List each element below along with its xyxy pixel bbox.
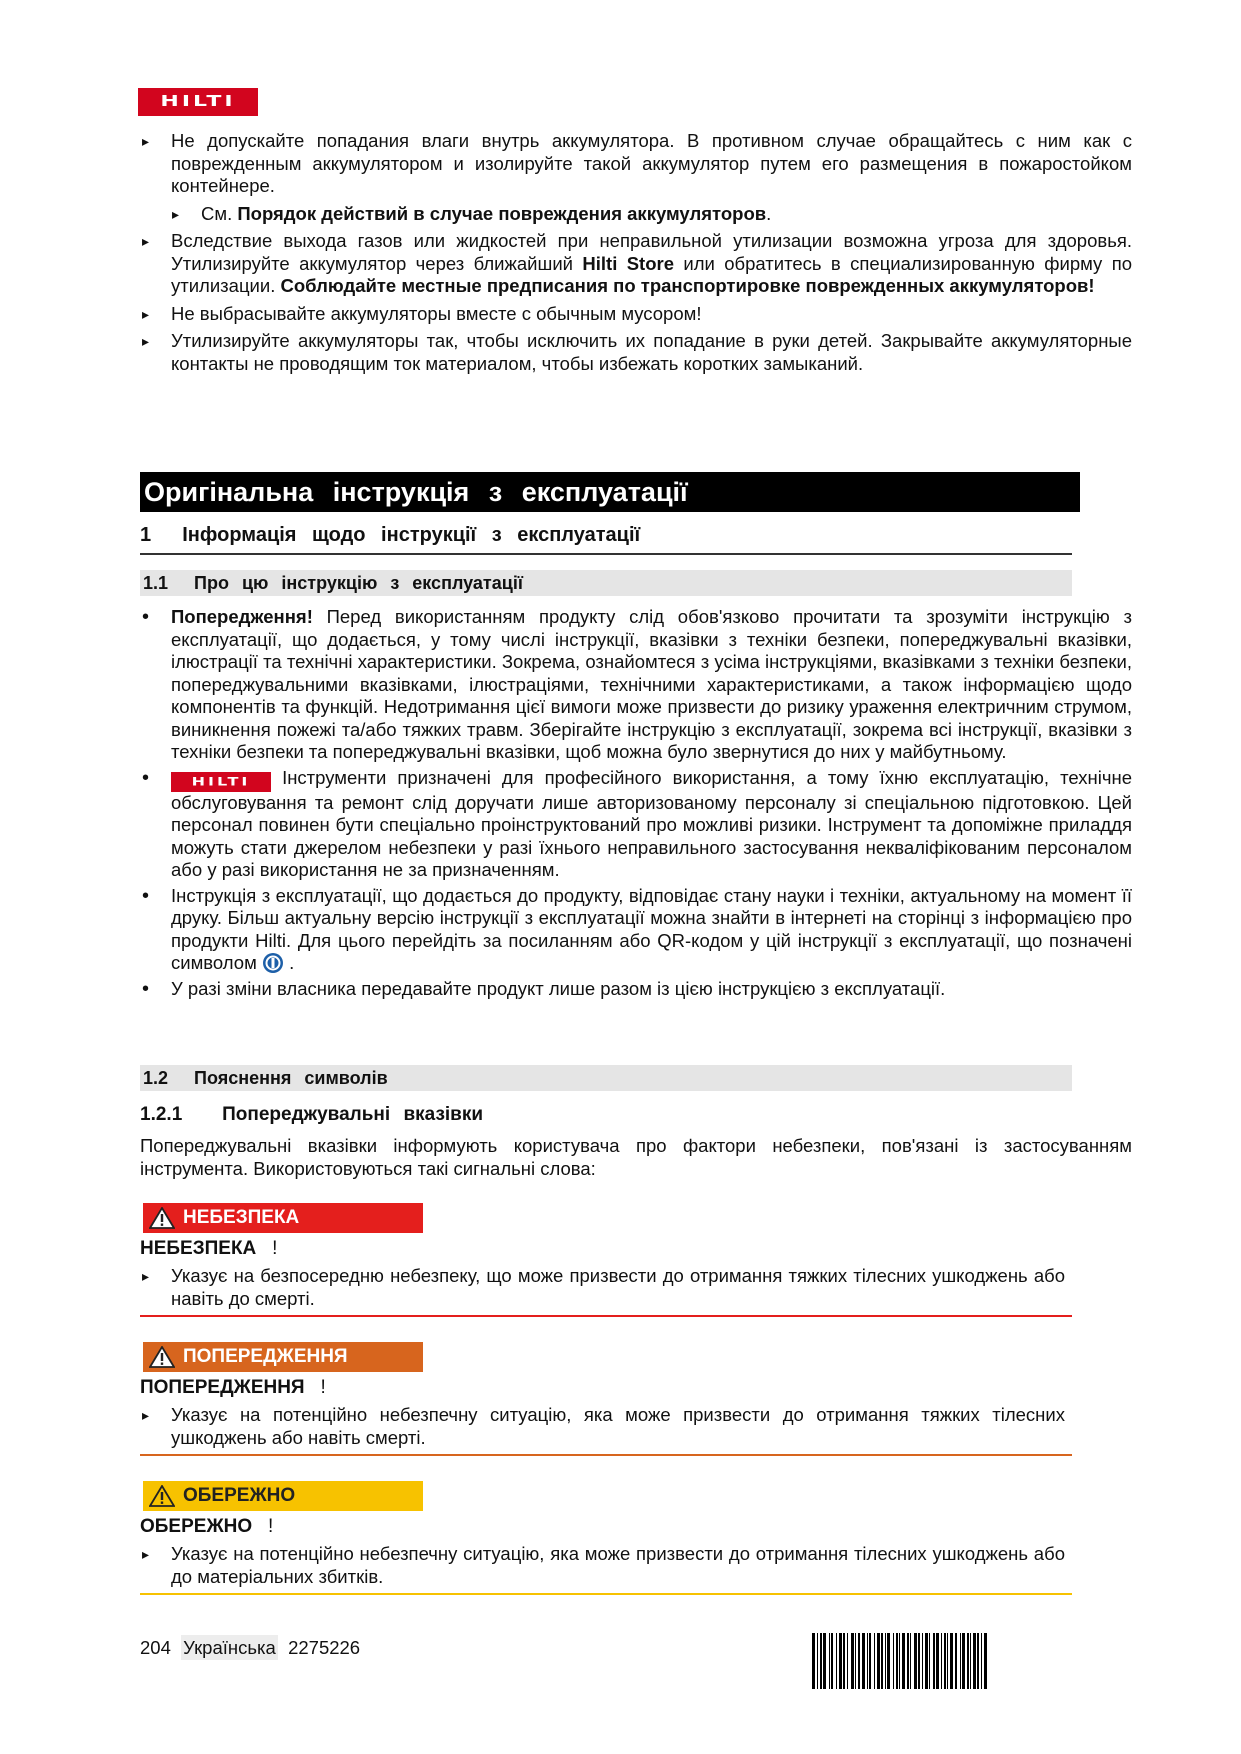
warning-divider xyxy=(140,1454,1072,1456)
caution-divider xyxy=(140,1593,1072,1595)
warning-signal-label: ПОПЕРЕДЖЕННЯ xyxy=(143,1342,423,1372)
hilti-logo-inline: HILTI xyxy=(171,772,271,792)
caution-description xyxy=(140,1543,1065,1593)
section-1-2-title: 1.2 Пояснення символів xyxy=(140,1065,1072,1091)
footer-language: Українська xyxy=(183,1637,276,1658)
list-item: • HILTI Інструменти призначені для професійного використання, а тому їхню експлуатацію, технічне обслуговування та ремонт слід доручати лише авторизованому персоналу зі спеціальною підготовкою. Цей персонал повинен бути спеціально проінструктований про можливі ризики. Інструмент та допоміжне приладдя можуть стати джерелом небезпеки у разі їхнього неправильного застосування некваліфікованим персоналом або у разі використання не за призначенням. xyxy=(140,767,1132,882)
section-1-1-title: 1.1 Про цю інструкцію з експлуатації xyxy=(140,570,1072,596)
danger-signal-label: НЕБЕЗПЕКА xyxy=(143,1203,423,1233)
caution-signal-label: ОБЕРЕЖНО xyxy=(143,1481,423,1511)
online-manual-icon xyxy=(262,952,284,974)
caution-signal-word: ОБЕРЕЖНО ! xyxy=(140,1516,274,1537)
list-item: • Інструкція з експлуатації, що додається до продукту, відповідає стану науки і техніки, актуальному на момент її друку. Більш актуальну версію інструкції з експлуатації можна знайти в інтернеті на сторінці з інформацією про продукти Hilti. Для цього перейдіть за посиланням або QR-кодом у цій інструкції з експлуатації, що позначені символом . xyxy=(140,885,1132,975)
document-code: 2275226 xyxy=(288,1637,361,1658)
page-footer xyxy=(140,1637,360,1660)
hilti-logo: HILTI xyxy=(138,88,258,116)
section-1-title: 1 Інформація щодо інструкції з експлуатації xyxy=(140,524,641,546)
list-item: ▸ См. Порядок действий в случае повреждения аккумуляторов. xyxy=(170,203,1132,226)
warning-triangle-icon xyxy=(149,1346,175,1368)
list-item: ▸ Вследствие выхода газов или жидкостей при неправильной утилизации возможна угроза для здоровья. Утилизируйте аккумулятор через ближайший Hilti Store или обратитесь в специализированную фирму по утилизации. Соблюдайте местные предписания по транспортировке поврежденных аккумуляторов! xyxy=(140,230,1132,298)
section-1-2-1-title: 1.2.1 Попереджувальні вказівки xyxy=(140,1104,484,1125)
instruction-info-list xyxy=(140,606,1132,1003)
warning-triangle-icon xyxy=(149,1485,175,1507)
warnings-intro: Попереджувальні вказівки інформують користувача про фактори небезпеки, пов'язані із застосуванням інструмента. Використовуються такі сигнальні слова: xyxy=(140,1135,1132,1179)
list-item: ▸ Указує на потенційно небезпечну ситуацію, яка може призвести до отримання тілесних ушкоджень або до матеріальних збитків. xyxy=(140,1543,1065,1588)
danger-signal-word: НЕБЕЗПЕКА ! xyxy=(140,1238,278,1259)
main-title: Оригінальна інструкція з експлуатації xyxy=(140,472,1080,512)
list-item: ▸ Не допускайте попадания влаги внутрь аккумулятора. В противном случае обращайтесь с ним как с поврежденным аккумулятором и изолируйте такой аккумулятор путем его размещения в пожаростойком контейнере. xyxy=(140,130,1132,198)
barcode xyxy=(812,1633,1072,1689)
list-item: • У разі зміни власника передавайте продукт лише разом із цією інструкцією з експлуатації. xyxy=(140,978,1132,1001)
list-item: • Попередження! Перед використанням продукту слід обов'язково прочитати та зрозуміти інструкцію з експлуатації, що додається, у тому числі інструкції, вказівки з техніки безпеки, попереджувальні вказівки, ілюстрації та технічні характеристики. Зокрема, ознайомтеся з усіма інструкціями, вказівками з техніки безпеки, попереджувальними вказівками, ілюстраціями, технічними характеристиками, а також інформацією щодо компонентів та функцій. Недотримання цієї вимоги може призвести до ризику ураження електричним струмом, виникнення пожежі та/або тяжких травм. Зберігайте інструкцію з експлуатації, зокрема всі інструкції, вказівки з техніки безпеки та попереджувальні вказівки, щоб можна було звернутися до них у майбутньому. xyxy=(140,606,1132,764)
list-item: ▸ Указує на потенційно небезпечну ситуацію, яка може призвести до отримання тяжких тілесних ушкоджень або навіть смерті. xyxy=(140,1404,1065,1449)
danger-divider xyxy=(140,1315,1072,1317)
danger-description xyxy=(140,1265,1065,1315)
section-divider xyxy=(140,553,1072,555)
warning-triangle-icon xyxy=(149,1207,175,1229)
page-number: 204 xyxy=(140,1637,171,1658)
list-item: ▸ Не выбрасывайте аккумуляторы вместе с обычным мусором! xyxy=(140,303,1132,326)
list-item: ▸ Указує на безпосередню небезпеку, що може призвести до отримання тяжких тілесних ушкоджень або навіть до смерті. xyxy=(140,1265,1065,1310)
warning-description xyxy=(140,1404,1065,1454)
battery-disposal-list xyxy=(140,130,1132,380)
warning-signal-word: ПОПЕРЕДЖЕННЯ ! xyxy=(140,1377,326,1398)
list-item: ▸ Утилизируйте аккумуляторы так, чтобы исключить их попадание в руки детей. Закрывайте аккумуляторные контакты не проводящим ток материалом, чтобы избежать коротких замыканий. xyxy=(140,330,1132,375)
